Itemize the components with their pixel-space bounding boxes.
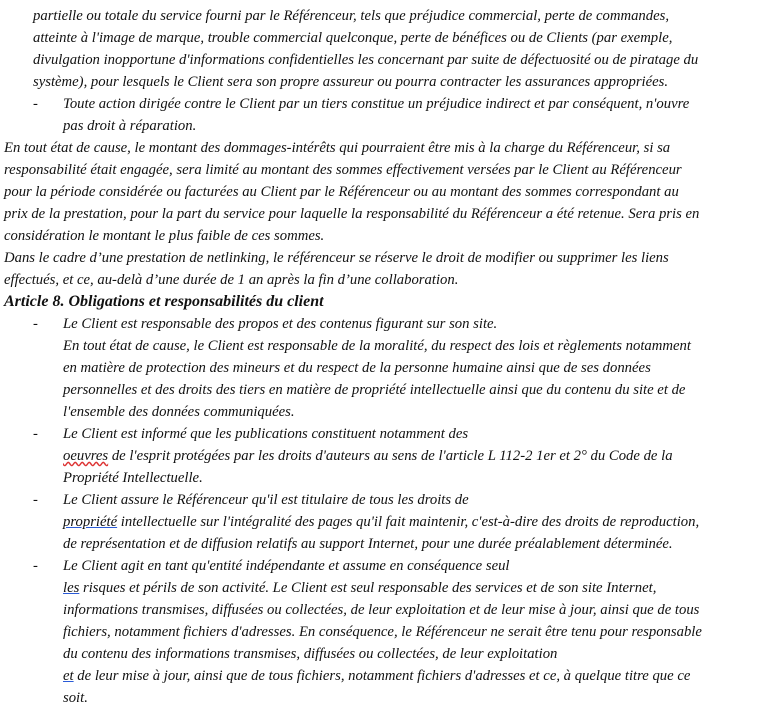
bullet-line: En tout état de cause, le Client est responsable de la moralité, du respect des lois et règlements notamment bbox=[63, 338, 691, 354]
bullet-line: Le Client est informé que les publications constituent notamment des bbox=[63, 426, 469, 442]
paragraph-line: Dans le cadre d’une prestation de netlinking, le référenceur se réserve le droit de modifier ou supprimer les liens bbox=[4, 250, 669, 266]
bullet-line: Toute action dirigée contre le Client par un tiers constitue un préjudice indirect et par conséquent, n'ouvre bbox=[63, 96, 690, 112]
marked-word[interactable]: propriété bbox=[63, 514, 118, 530]
bullet-line: soit. bbox=[63, 690, 88, 706]
marked-word[interactable]: les bbox=[63, 580, 80, 596]
bullet-line bbox=[63, 445, 673, 467]
bullet-dash: - bbox=[33, 492, 38, 508]
spellcheck-word[interactable]: oeuvres bbox=[63, 448, 109, 464]
bullet-dash: - bbox=[33, 426, 38, 442]
bullet-line-rest: de l'esprit protégées par les droits d'auteurs au sens de l'article L 112-2 1er et 2° du Code de la bbox=[108, 448, 673, 464]
bullet-line: Le Client assure le Référenceur qu'il est titulaire de tous les droits de bbox=[63, 492, 469, 508]
bullet-line bbox=[63, 665, 690, 687]
bullet-line: informations transmises, diffusées ou collectées, de leur exploitation et de leur mise à jour, ainsi que de tous bbox=[63, 602, 700, 618]
bullet-line: de représentation et de diffusion relatifs au support Internet, pour une durée préalablement déterminée. bbox=[63, 536, 673, 552]
bullet-dash: - bbox=[33, 96, 38, 112]
bullet-line: Propriété Intellectuelle. bbox=[63, 470, 203, 486]
bullet-line: personnelles et des droits des tiers en matière de propriété intellectuelle ainsi que du contenu du site et de bbox=[63, 382, 686, 398]
bullet-line: l'ensemble des données communiquées. bbox=[63, 404, 295, 420]
paragraph-line: En tout état de cause, le montant des dommages-intérêts qui pourraient être mis à la charge du Référenceur, si sa bbox=[4, 140, 671, 156]
bullet-line: Le Client est responsable des propos et des contenus figurant sur son site. bbox=[63, 316, 498, 332]
bullet-line-rest: risques et périls de son activité. Le Client est seul responsable des services et de son site Internet, bbox=[79, 580, 657, 596]
bullet-line-rest: de leur mise à jour, ainsi que de tous fichiers, notamment fichiers d'adresses et ce, à quelque titre que ce bbox=[73, 668, 691, 684]
bullet-dash: - bbox=[33, 316, 38, 332]
paragraph-line: partielle ou totale du service fourni par le Référenceur, tels que préjudice commercial, perte de commandes, bbox=[33, 8, 670, 24]
bullet-line: Le Client agit en tant qu'entité indépendante et assume en conséquence seul bbox=[63, 558, 510, 574]
bullet-line bbox=[63, 577, 656, 599]
paragraph-line: prix de la prestation, pour la part du service pour laquelle la responsabilité du Référenceur a été retenue. Sera pris en bbox=[4, 206, 700, 222]
paragraph-line: considération le montant le plus faible de ces sommes. bbox=[4, 228, 325, 244]
bullet-line: fichiers, notamment fichiers d'adresses. En conséquence, le Référenceur ne serait être tenu pour responsable bbox=[63, 624, 702, 640]
paragraph-line: système), pour lesquels le Client sera son propre assureur ou pourra contracter les assurances appropriées. bbox=[33, 74, 669, 90]
bullet-line bbox=[63, 511, 699, 533]
article-heading: Article 8. Obligations et responsabilités du client bbox=[4, 293, 324, 310]
paragraph-line: responsabilité était engagée, sera limité au montant des sommes effectivement versées par le Client au Référenceur bbox=[4, 162, 682, 178]
paragraph-line: pour la période considérée ou facturées au Client par le Référenceur ou au montant des sommes correspondant au bbox=[4, 184, 679, 200]
paragraph-line: effectués, et ce, au-delà d’une durée de 1 an après la fin d’une collaboration. bbox=[4, 272, 459, 288]
bullet-line-rest: intellectuelle sur l'intégralité des pages qu'il fait maintenir, c'est-à-dire des droits de reproduction, bbox=[117, 514, 700, 530]
paragraph-line: atteinte à l'image de marque, trouble commercial quelconque, perte de bénéfices ou de Clients (par exemple, bbox=[33, 30, 673, 46]
bullet-dash: - bbox=[33, 558, 38, 574]
bullet-line: en matière de protection des mineurs et du respect de la personne humaine ainsi que de ses données bbox=[63, 360, 651, 376]
bullet-line: pas droit à réparation. bbox=[63, 118, 197, 134]
paragraph-line: divulgation inopportune d'informations confidentielles les concernant par suite de défectuosité ou de piratage du bbox=[33, 52, 699, 68]
bullet-line: du contenu des informations transmises, diffusées ou collectées, de leur exploitation bbox=[63, 646, 558, 662]
marked-word[interactable]: et bbox=[63, 668, 74, 684]
